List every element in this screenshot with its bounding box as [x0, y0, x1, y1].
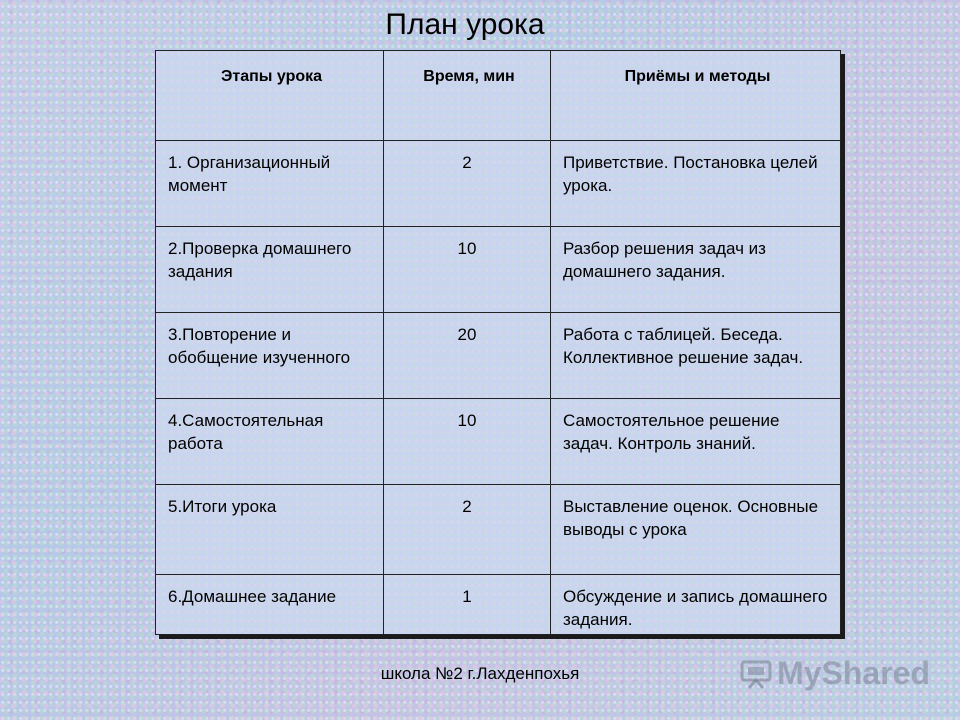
- methods-cell: Работа с таблицей. Беседа. Коллективное решение задач.: [551, 313, 841, 399]
- lesson-plan-table: [155, 50, 841, 635]
- methods-cell: Разбор решения задач из домашнего задания.: [551, 227, 841, 313]
- time-cell: 2: [384, 485, 551, 575]
- header-stage: Этапы урока: [156, 51, 384, 141]
- time-cell: 1: [384, 575, 551, 635]
- table-row: [156, 141, 841, 227]
- time-cell: 10: [384, 399, 551, 485]
- table-row: [156, 227, 841, 313]
- table-row: [156, 399, 841, 485]
- time-cell: 2: [384, 141, 551, 227]
- time-cell: 10: [384, 227, 551, 313]
- table-row: [156, 485, 841, 575]
- table-row: [156, 313, 841, 399]
- stage-cell: 4.Самостоятельная работа: [156, 399, 384, 485]
- time-cell: 20: [384, 313, 551, 399]
- footer-school: школа №2 г.Лахденпохья: [380, 664, 580, 683]
- watermark: [739, 655, 930, 692]
- stage-cell: 5.Итоги урока: [156, 485, 384, 575]
- methods-cell: Самостоятельное решение задач. Контроль знаний.: [551, 399, 841, 485]
- stage-cell: 2.Проверка домашнего задания: [156, 227, 384, 313]
- watermark-text: MyShared: [777, 655, 930, 691]
- table-header-row: [156, 51, 841, 141]
- header-time: Время, мин: [384, 51, 551, 141]
- stage-cell: 6.Домашнее задание: [156, 575, 384, 635]
- methods-cell: Выставление оценок. Основные выводы с урока: [551, 485, 841, 575]
- table-row: [156, 575, 841, 635]
- page-title: План урока: [385, 8, 545, 41]
- stage-cell: 1. Организационный момент: [156, 141, 384, 227]
- header-methods: Приёмы и методы: [551, 51, 841, 141]
- methods-cell: Обсуждение и запись домашнего задания.: [551, 575, 841, 635]
- stage-cell: 3.Повторение и обобщение изученного: [156, 313, 384, 399]
- methods-cell: Приветствие. Постановка целей урока.: [551, 141, 841, 227]
- presentation-board-icon: [739, 659, 773, 689]
